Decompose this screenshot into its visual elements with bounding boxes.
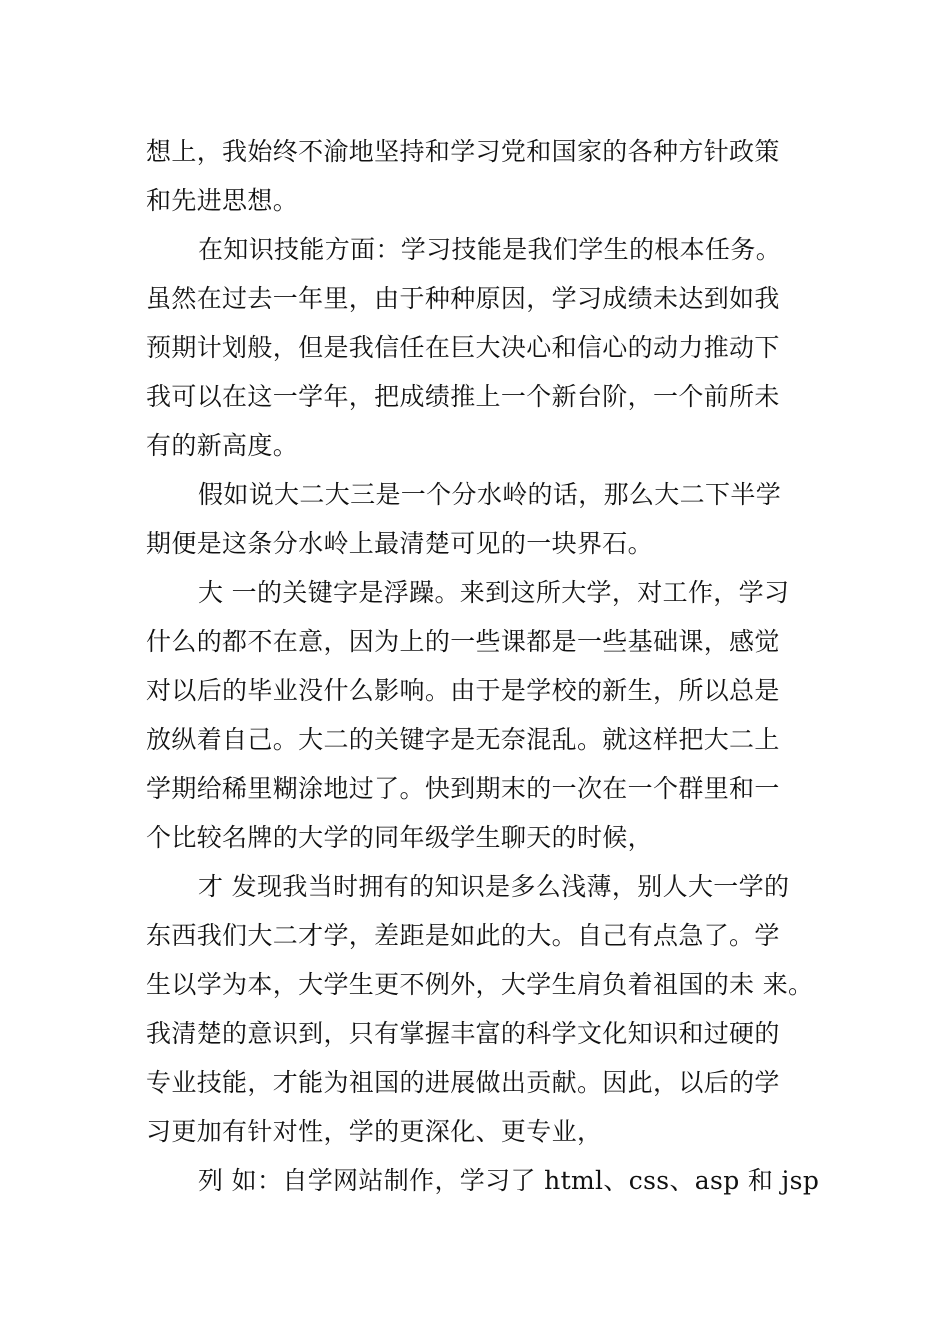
- text-line: 想上，我始终不渝地坚持和学习党和国家的各种方针政策: [146, 137, 780, 166]
- paragraph-start-line: 在知识技能方面：学习技能是我们学生的根本任务。: [198, 235, 782, 264]
- text-line: 习更加有针对性，学的更深化、更专业，: [146, 1117, 603, 1146]
- text-line: 学期给稀里糊涂地过了。快到期末的一次在一个群里和一: [146, 774, 780, 803]
- text-line: 我可以在这一学年，把成绩推上一个新台阶，一个前所未: [146, 382, 780, 411]
- text-line: 我清楚的意识到，只有掌握丰富的科学文化知识和过硬的: [146, 1019, 780, 1048]
- text-line: 个比较名牌的大学的同年级学生聊天的时候，: [146, 823, 654, 852]
- text-line: 虽然在过去一年里，由于种种原因，学习成绩未达到如我: [146, 284, 780, 313]
- text-line: 对以后的毕业没什么影响。由于是学校的新生，所以总是: [146, 676, 780, 705]
- paragraph-start-line: 大 一的关键字是浮躁。来到这所大学，对工作，学习: [198, 578, 790, 607]
- paragraph-start-line: 才 发现我当时拥有的知识是多么浅薄，别人大一学的: [198, 872, 790, 901]
- body-text: [146, 127, 846, 1205]
- text-line: 期便是这条分水岭上最清楚可见的一块界石。: [146, 529, 654, 558]
- text-line: 专业技能，才能为祖国的进展做出贡献。因此，以后的学: [146, 1068, 780, 1097]
- paragraph-start-line: 假如说大二大三是一个分水岭的话，那么大二下半学: [198, 480, 782, 509]
- paragraph-start-line: 列 如：自学网站制作，学习了 html、css、asp 和 jsp: [198, 1166, 820, 1195]
- text-line: 什么的都不在意，因为上的一些课都是一些基础课，感觉: [146, 627, 780, 656]
- text-line: 有的新高度。: [146, 431, 299, 460]
- text-line: 和先进思想。: [146, 186, 299, 215]
- text-line: 放纵着自己。大二的关键字是无奈混乱。就这样把大二上: [146, 725, 780, 754]
- text-line: 东西我们大二才学，差距是如此的大。自己有点急了。学: [146, 921, 780, 950]
- text-line: 预期计划般，但是我信任在巨大决心和信心的动力推动下: [146, 333, 780, 362]
- text-line: 生以学为本，大学生更不例外，大学生肩负着祖国的未 来。: [146, 970, 814, 999]
